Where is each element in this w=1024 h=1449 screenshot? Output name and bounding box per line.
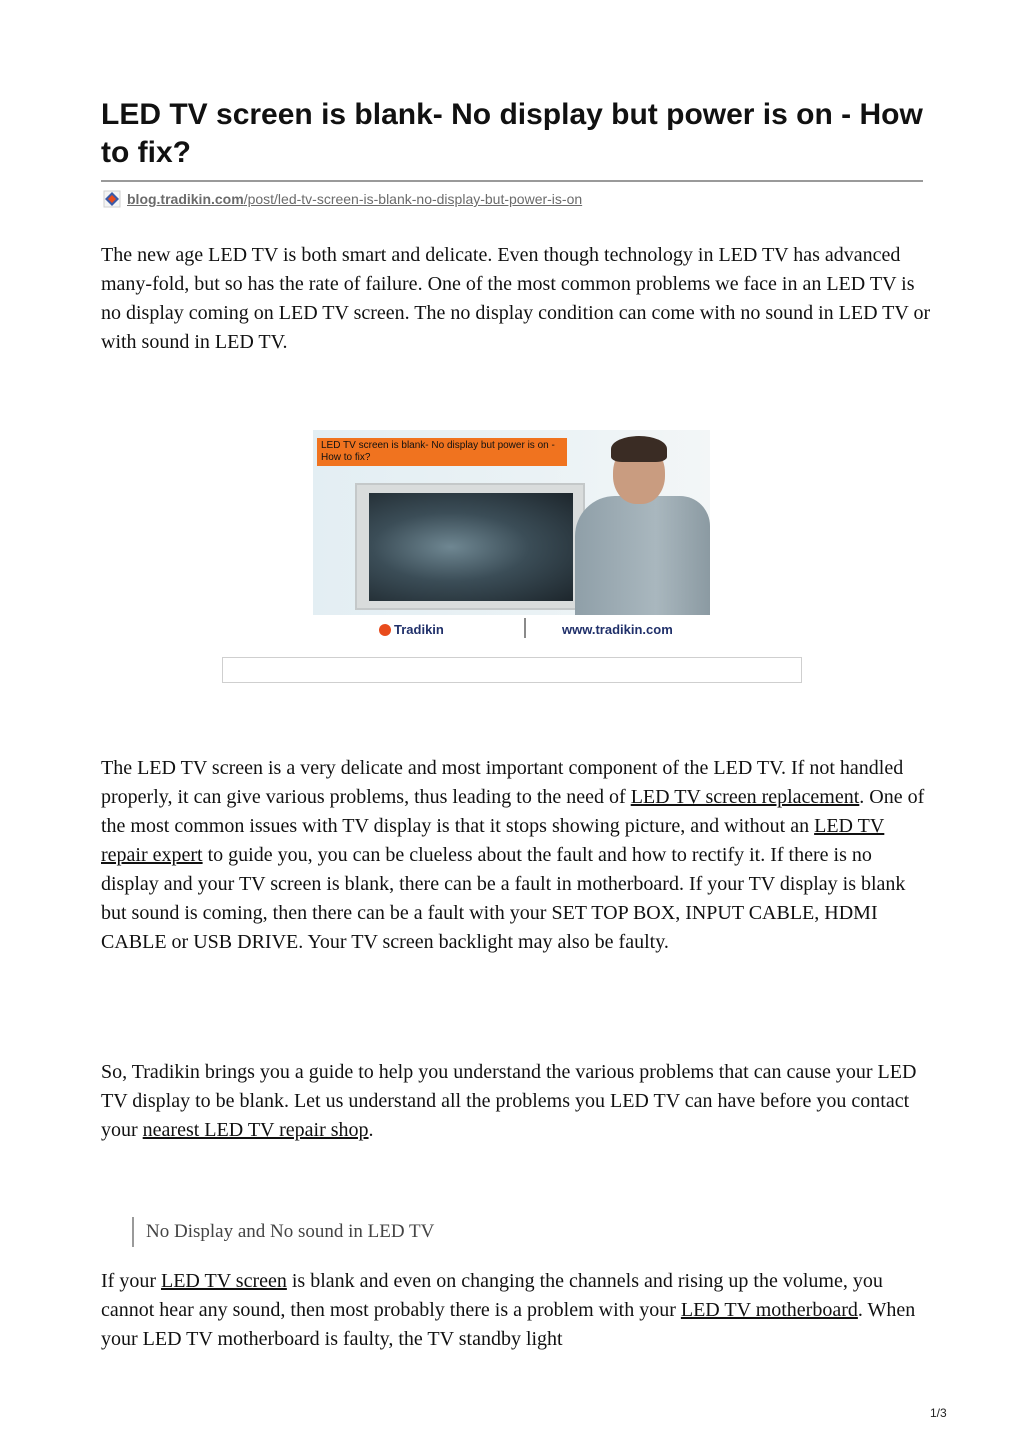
brand-url: www.tradikin.com (562, 622, 673, 637)
source-domain: blog.tradikin.com (127, 191, 244, 207)
page-number: 1/3 (930, 1406, 947, 1420)
tv-illustration (355, 483, 585, 610)
link-led-tv-motherboard[interactable]: LED TV motherboard (680, 1299, 858, 1321)
paragraph-text: . One of the most common issues with TV display is that it stops showing picture, and without an (101, 786, 925, 837)
article-title: LED TV screen is blank- No display but power is on - How to fix? (101, 98, 923, 169)
source-path: /post/led-tv-screen-is-blank-no-display-but-power-is-on (243, 191, 583, 207)
source-url-link[interactable] (127, 191, 582, 207)
paragraph-text: If your (101, 1270, 161, 1292)
screen-component-paragraph (101, 754, 931, 957)
title-divider (101, 180, 923, 182)
link-led-tv-screen[interactable]: LED TV screen (160, 1270, 287, 1292)
brand-name: Tradikin (394, 622, 444, 637)
guide-paragraph (101, 1058, 931, 1145)
image-banner-text: LED TV screen is blank- No display but power is on - How to fix? (317, 438, 567, 466)
no-sound-paragraph (101, 1267, 931, 1354)
source-link-row (103, 189, 582, 209)
image-caption-box (222, 657, 802, 683)
paragraph-text: is blank and even on changing the channels and rising up the volume, you cannot hear any sound, then most probably there is a problem with your (101, 1270, 883, 1321)
paragraph-text: . (368, 1119, 374, 1141)
man-body-illustration (575, 496, 710, 615)
man-hair-illustration (611, 436, 667, 462)
article-image (313, 430, 710, 643)
tv-photo (313, 430, 710, 615)
link-led-tv-screen-replacement[interactable]: LED TV screen replacement (630, 786, 860, 808)
tradikin-logo (379, 622, 444, 637)
site-favicon-icon (103, 190, 121, 208)
intro-paragraph: The new age LED TV is both smart and delicate. Even though technology in LED TV has advanced many-fold, but so has the rate of failure. One of the most common problems we face in an LED TV is no display coming on LED TV screen. The no display condition can come with no sound in LED TV or with sound in LED TV. (101, 244, 931, 353)
paragraph-text: . When your LED TV motherboard is faulty, the TV standby light (101, 1299, 916, 1350)
link-led-tv-repair-expert[interactable]: LED TV repair expert (101, 815, 885, 866)
link-nearest-repair-shop[interactable]: nearest LED TV repair shop (142, 1119, 369, 1141)
tv-screen-illustration (369, 493, 573, 601)
image-brand-bar (313, 615, 710, 643)
tradikin-logo-icon (379, 624, 391, 636)
paragraph-text: So, Tradikin brings you a guide to help you understand the various problems that can cause your LED TV display to be blank. Let us understand all the problems you LED TV can have before you contact your (101, 1061, 917, 1141)
paragraph-text: The LED TV screen is a very delicate and most important component of the LED TV. If not handled properly, it can give various problems, thus leading to the need of (101, 757, 904, 808)
section-subheading: No Display and No sound in LED TV (132, 1217, 434, 1247)
paragraph-text: to guide you, you can be clueless about the fault and how to rectify it. If there is no display and your TV screen is blank, there can be a fault in motherboard. If your TV display is blank but sound is coming, then there can be a fault with your SET TOP BOX, INPUT CABLE, HDMI CABLE or USB DRIVE. Your TV screen backlight may also be faulty. (101, 844, 906, 953)
brand-separator (524, 618, 526, 638)
